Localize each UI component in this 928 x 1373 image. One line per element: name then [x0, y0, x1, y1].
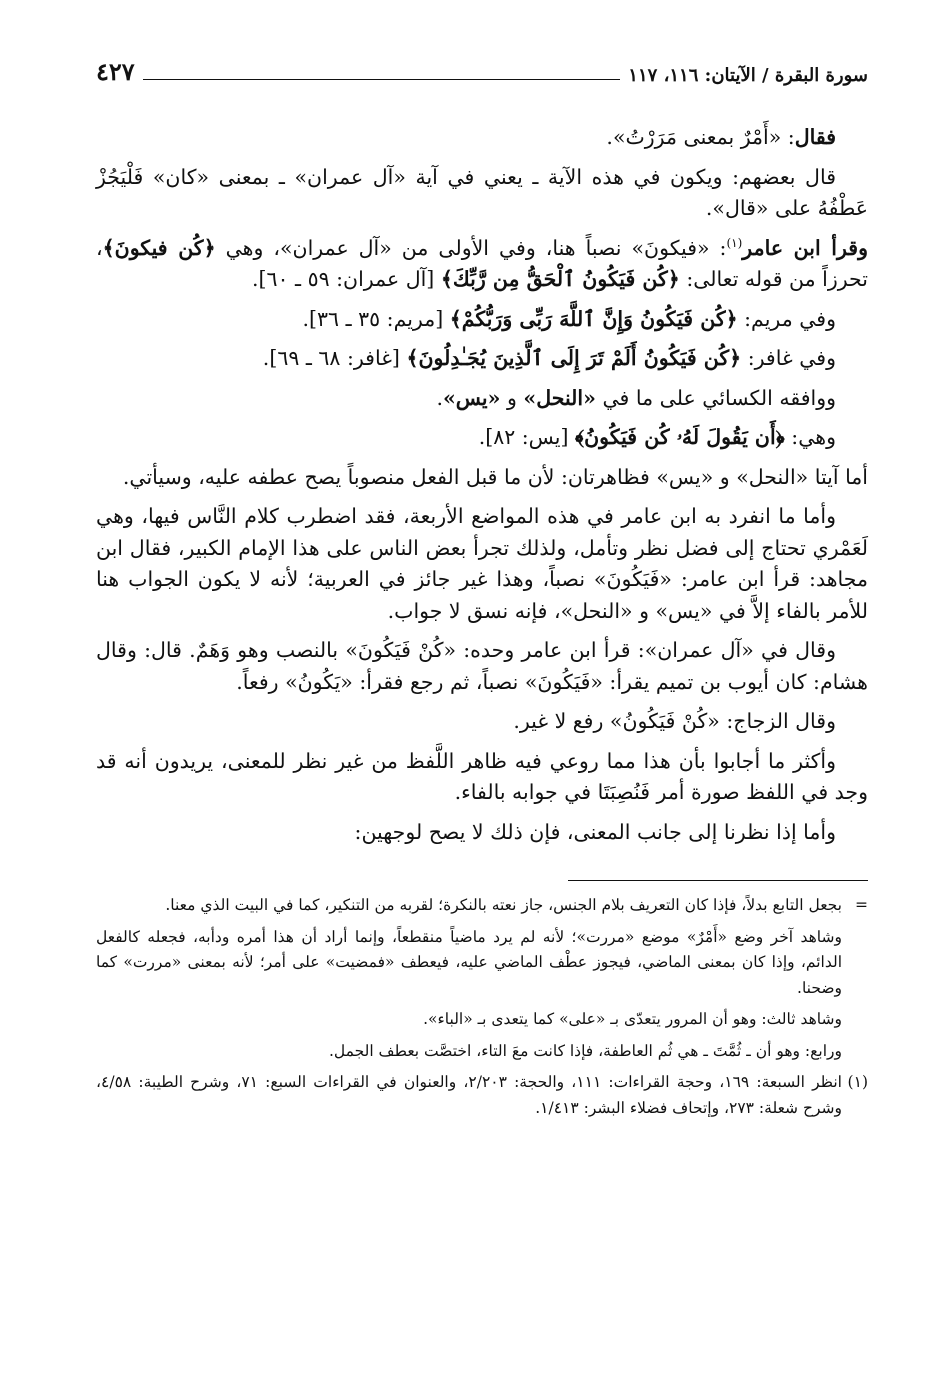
paragraph: ووافقه الكسائي على ما في «النحل» و «يس». [436, 385, 836, 410]
footnotes [96, 893, 868, 1121]
paragraph: قال بعضهم: ويكون في هذه الآية ـ يعني في آية «آل عمران» ـ بمعنى «كان» فَلْيَجُزْ عَطْفُهُ على «قال». [96, 164, 868, 220]
paragraph: وقال في «آل عمران»: قرأ ابن عامر وحده: «كُنْ فَيَكُونَ» بالنصب وهو وَهَمٌ. قال: وقال هشام: كان أيوب بن تميم يقرأ: «فَيَكُونَ» نصباً، ثم رجع فقرأ: «يَكُونُ» رفعاً. [96, 638, 868, 694]
verse-ref: [يس: ٨٢]. [478, 425, 569, 449]
lead-word: فقال [794, 125, 836, 149]
quran-quote: ﴿كُن فَيَكُونُ وَإِنَّ ٱللَّهَ رَبِّى وَرَبُّكُمْ﴾ [449, 306, 738, 331]
footnote-continued: = بجعل التابع بدلاً، فإذا كان التعريف بلام الجنس، جاز نعته بالنكرة؛ لقربه من التنكير، كما في البيت الذي معنا. [96, 893, 868, 919]
surah-name: «النحل» [523, 385, 596, 410]
paragraph: وأما ما انفرد به ابن عامر في هذه المواضع الأربعة، فقد اضطرب كلام النَّاس فيها، وهي لَعَمْري تحتاج إلى فضل نظر وتأمل، ولذلك تجرأ بعض الناس على هذا الإمام الكبير، فقال ابن مجاهد: قرأ ابن عامر: «فَيَكُونَ» نصباً، وهذا غير جائز في العربية؛ لأنه لا يكون الجواب هنا للأمر بالفاء إلاَّ في «يس» و «النحل»، فإنه نسق لا جواب. [96, 504, 868, 623]
footnote-paragraph: وشاهد آخر وضع «أَمْرٌ» موضع «مررت»؛ لأنه لم يرد ماضياً منقطعاً، وإنما أراد أن هذا أمره ودأبه، فجعله كالفعل الدائم، وإذا كان بمعنى الماضي، فيجوز عطْف الماضي عليه، فيعطف «فمضيت» على أمر؛ لأنه بمعنى «مررت» كما وضحنا. [96, 927, 842, 997]
header-title: سورة البقرة / الآيتان: ١١٦، ١١٧ [628, 65, 868, 86]
paragraph: وأما إذا نظرنا إلى جانب المعنى، فإن ذلك لا يصح لوجهين: [354, 819, 836, 844]
paragraph: وهي: ﴿أَن يَقُولَ لَهُۥ كُن فَيَكُونُ﴾ [يس: ٨٢]. [478, 425, 836, 449]
verse-ref: [آل عمران: ٥٩ ـ ٦٠]. [251, 267, 435, 291]
header-rule [143, 79, 621, 80]
verse-ref: [مريم: ٣٥ ـ ٣٦]. [302, 306, 444, 331]
quran-quote: ﴿كُن فيكونَ﴾ [102, 235, 216, 260]
page-number: ٤٢٧ [96, 57, 135, 86]
paragraph: فقال: «أَمْرٌ بمعنى مَرَرْتُ». [606, 125, 836, 149]
footnote-paragraph: وشاهد ثالث: وهو أن المرور يتعدّى بـ «على» كما يتعدى بـ «الباء». [423, 1010, 842, 1028]
quran-quote: ﴿أَن يَقُولَ لَهُۥ كُن فَيَكُونُ﴾ [575, 425, 785, 449]
quran-quote: ﴿كُن فَيَكُونُ ٱلْحَقُّ مِن رَّبِّكَ﴾ [440, 267, 680, 291]
quran-quote: ﴿كُن فَيَكُونُ أَلَمْ تَرَ إِلَى ٱلَّذِينَ يُجَـٰدِلُونَ﴾ [406, 346, 742, 370]
verse-ref: [غافر: ٦٨ ـ ٦٩]. [262, 346, 400, 370]
main-text [96, 122, 868, 848]
continuation-mark: = [855, 896, 868, 914]
paragraph: وفي مريم: ﴿كُن فَيَكُونُ وَإِنَّ ٱللَّهَ رَبِّى وَرَبُّكُمْ﴾ [مريم: ٣٥ ـ ٣٦]. [302, 306, 836, 331]
footnote-paragraph: ورابع: وهو أن ـ ثُمَّتَ ـ هي ثُم العاطفة، فإذا كانت معَ التاء، اختصَّت بعطف الجمل. [328, 1041, 842, 1060]
paragraph: أما آيتا «النحل» و «يس» فظاهرتان: لأن ما قبل الفعل منصوباً يصح عطفه عليه، وسيأتي. [122, 464, 868, 489]
footnote-ref[interactable]: (١) [726, 235, 743, 250]
paragraph: وقال الزجاج: «كُنْ فَيَكُونُ» رفع لا غير. [513, 709, 836, 733]
running-header [96, 52, 868, 86]
footnote-separator [568, 880, 868, 881]
footnote-number: (١) [847, 1073, 868, 1091]
paragraph: وأكثر ما أجابوا بأن هذا مما روعي فيه ظاهر اللَّفظ من غير نظر للمعنى، يريدون أنه قد وجد في اللفظ صورة أمر فَنُصِبَتَا في جوابه بالفاء. [96, 748, 868, 804]
reader-name: وقرأ ابن عامر [742, 235, 868, 260]
footnote-1: (١) انظر السبعة: ١٦٩، وحجة القراءات: ١١١، والحجة: ٢/٢٠٣، والعنوان في القراءات السبع: ٧١، وشرح الطيبة: ٤/٥٨، وشرح شعلة: ٢٧٣، وإتحاف فضلاء البشر: ١/٤١٣. [96, 1070, 868, 1121]
surah-name: «يس» [442, 385, 501, 410]
paragraph: وقرأ ابن عامر$^{(١)}$: «فيكونَ» نصباً هنا، وفي الأولى من «آل عمران»، وهي ﴿كُن فيكونَ﴾، تحرزاً من قوله تعالى: ﴿كُن فَيَكُونُ ٱلْحَقُّ مِن رَّبِّكَ﴾ [آل عمران: ٥٩ ـ ٦٠]. [96, 235, 868, 291]
book-page [96, 52, 868, 1333]
paragraph: وفي غافر: ﴿كُن فَيَكُونُ أَلَمْ تَرَ إِلَى ٱلَّذِينَ يُجَـٰدِلُونَ﴾ [غافر: ٦٨ ـ ٦٩]. [262, 346, 836, 370]
